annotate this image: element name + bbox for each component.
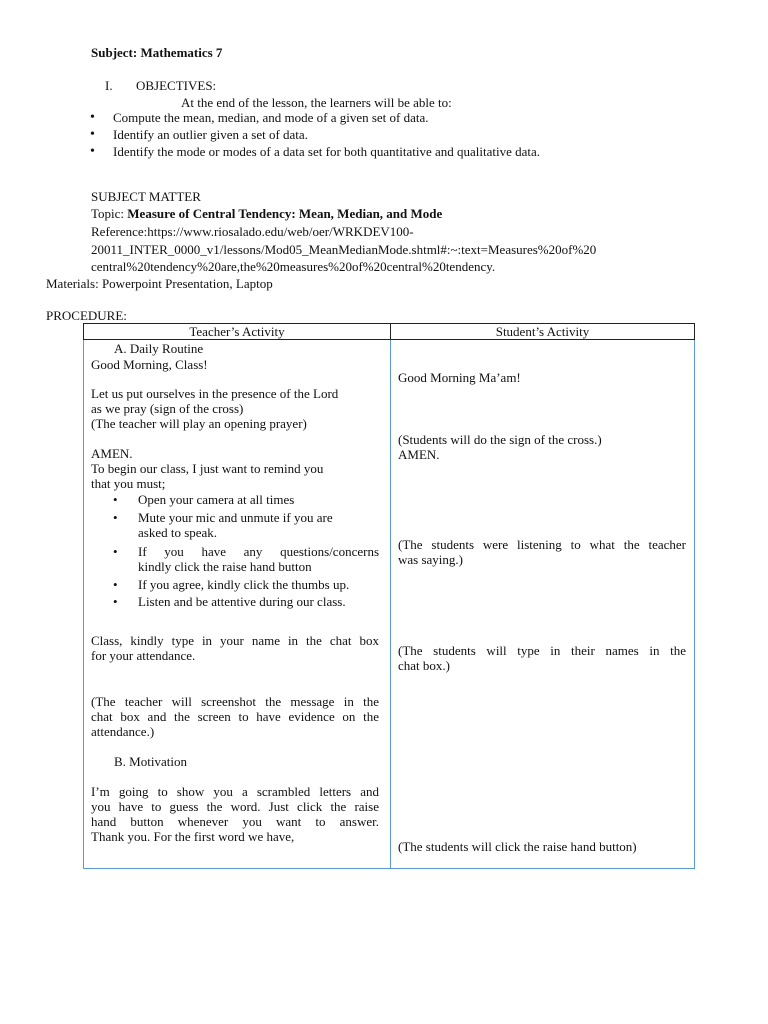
class-rule: • If you have any questions/concerns kindly click the raise hand button (113, 544, 379, 577)
screenshot-line: (The teacher will screenshot the message in the (91, 694, 379, 709)
attendance-line: for your attendance. (91, 648, 196, 663)
prayer-line: as we pray (sign of the cross) (91, 401, 244, 416)
student-listening-line: (The students were listening to what the teacher (398, 537, 686, 552)
scrambled-paragraph (91, 784, 379, 844)
procedure-table (83, 323, 695, 869)
scrambled-line: Thank you. For the first word we have, (91, 829, 295, 844)
teacher-column-header: Teacher’s Activity (84, 324, 391, 340)
objective-item: • Identify the mode or modes of a data set for both quantitative and qualitative data. (90, 144, 540, 161)
student-sign-of-cross: (Students will do the sign of the cross.) (398, 432, 602, 447)
scrambled-line: hand button whenever you want to answer. (91, 814, 379, 829)
class-rule: • If you agree, kindly click the thumbs up. (113, 577, 379, 594)
class-rule: • Open your camera at all times (113, 492, 379, 510)
objective-item: • Identify an outlier given a set of data. (90, 127, 540, 144)
objective-item: • Compute the mean, median, and mode of a given set of data. (90, 110, 540, 127)
class-rules-list (113, 492, 379, 611)
student-amen: AMEN. (398, 447, 440, 462)
teacher-greeting: Good Morning, Class! (91, 357, 208, 372)
student-type-names-line: (The students will type in their names in the (398, 643, 686, 658)
screenshot-paragraph (91, 694, 379, 739)
screenshot-line: attendance.) (91, 724, 155, 739)
reminder-line: that you must; (91, 476, 166, 491)
reference-block (91, 223, 651, 276)
objectives-heading: OBJECTIVES: (136, 78, 217, 93)
topic-label: Topic: (91, 206, 125, 221)
prayer-line: (The teacher will play an opening prayer) (91, 416, 307, 431)
reminder-paragraph (91, 461, 379, 491)
topic-line (91, 206, 442, 221)
subject-title: Subject: Mathematics 7 (91, 45, 223, 60)
daily-routine-heading: A. Daily Routine (114, 341, 204, 356)
teacher-amen: AMEN. (91, 446, 133, 461)
scrambled-line: I’m going to show you a scrambled letters and (91, 784, 379, 799)
reference-line: Reference:https://www.riosalado.edu/web/oer/WRKDEV100- (91, 224, 414, 239)
reference-line: 20011_INTER_0000_v1/lessons/Mod05_MeanMedianMode.shtml#:~:text=Measures%20of%20 (91, 241, 597, 257)
student-listening-paragraph (398, 537, 686, 567)
objectives-intro: At the end of the lesson, the learners will be able to: (181, 95, 452, 110)
motivation-heading: B. Motivation (114, 754, 187, 769)
reminder-line: To begin our class, I just want to remind you (91, 461, 324, 476)
screenshot-line: chat box and the screen to have evidence on the (91, 709, 379, 724)
reference-line: central%20tendency%20are,the%20measures%20of%20central%20tendency. (91, 259, 496, 274)
student-listening-line: was saying.) (398, 552, 463, 567)
teacher-activity-cell (84, 340, 391, 869)
attendance-paragraph (91, 633, 379, 663)
objectives-numeral: I. (105, 78, 113, 93)
objectives-list (90, 110, 540, 161)
procedure-heading: PROCEDURE: (46, 308, 127, 323)
subject-matter-heading: SUBJECT MATTER (91, 189, 201, 204)
scrambled-line: you have to guess the word. Just click the raise (91, 799, 379, 814)
class-rule: • Mute your mic and unmute if you are asked to speak. (113, 510, 379, 544)
student-column-header: Student’s Activity (391, 324, 695, 340)
student-activity-cell (391, 340, 695, 869)
attendance-line: Class, kindly type in your name in the chat box (91, 633, 379, 648)
topic-value: Measure of Central Tendency: Mean, Median, and Mode (127, 206, 443, 221)
materials-line: Materials: Powerpoint Presentation, Laptop (46, 276, 273, 291)
student-type-names-line: chat box.) (398, 658, 450, 673)
class-rule: • Listen and be attentive during our class. (113, 594, 379, 611)
student-raise-hand: (The students will click the raise hand button) (398, 839, 637, 854)
student-greeting: Good Morning Ma’am! (398, 370, 521, 385)
student-type-names-paragraph (398, 643, 686, 673)
prayer-line: Let us put ourselves in the presence of the Lord (91, 386, 339, 401)
